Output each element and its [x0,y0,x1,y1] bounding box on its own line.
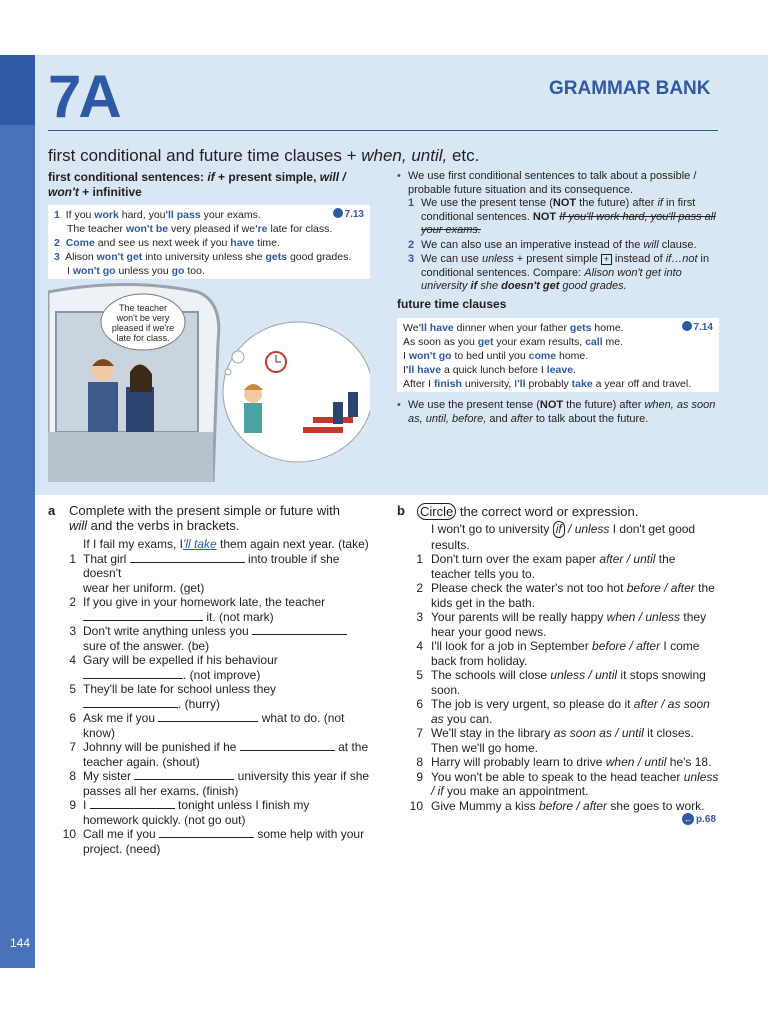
audio-icon [333,208,343,218]
exercise-a-item: 7 Johnny will be punished if he at the teacher again. (shout) [69,740,369,769]
answer-blank[interactable] [159,837,254,838]
back-reference-link[interactable]: ← p.68 [683,814,717,825]
rule-item: 2 We can also use an imperative instead of the will clause. [408,238,697,251]
exercise-a-item: 5 They'll be late for school unless they . (hurry) [69,682,277,711]
exercise-b-item: 1 Don't turn over the exam paper after / until the teacher tells you to. [416,552,676,581]
answer-blank[interactable] [130,562,245,563]
example-line: I'll have a quick lunch before I leave. [403,364,576,376]
exercise-b-list [397,521,722,813]
exercise-a-item: 8 My sister university this year if she passes all her exams. (finish) [69,769,370,798]
exercise-b-item: 8 Harry will probably learn to drive when / until he's 18. [416,755,712,769]
exercise-b-instructions: b Circle the correct word or expression. [397,503,639,519]
example-line: 2 Come and see us next week if you have time. [54,237,280,249]
exercise-a-item: 6 Ask me if you what to do. (not know) [69,711,345,740]
exercise-a-item: 2 If you give in your homework late, the teacher it. (not mark) [69,595,326,624]
word-choice[interactable]: before / after [626,581,695,595]
example-line: 1 If you work hard, you'll pass your exams. [54,209,261,221]
exercise-b-example: I won't go to university if / unless I don't get good results. [431,522,696,552]
answer-blank[interactable] [252,634,347,635]
answer-blank[interactable] [83,678,183,679]
word-choice[interactable]: as [431,711,444,726]
exercise-b-item: 10 Give Mummy a kiss before / after she goes to work. [409,798,705,813]
example-line: I won't go unless you go too. [67,265,205,277]
rule-bullet: • We use first conditional sentences to talk about a possible / probable future situation and its consequence. [397,170,697,196]
sidebar-accent [0,55,35,125]
word-choice[interactable]: after / until [599,552,656,566]
answer-blank[interactable] [240,750,335,751]
exercise-a-item: 10 Call me if you some help with your project. (need) [62,827,365,856]
example-line: I won't go to bed until you come home. [403,350,589,362]
example-line: We'll have dinner when your father gets home. [403,322,624,334]
audio-icon [682,321,692,331]
illustration [48,282,370,482]
example-line: 3 Alison won't get into university unless she gets good grades. [54,251,352,263]
word-choice[interactable]: when / unless [606,610,681,624]
exercise-a-item: 4 Gary will be expelled if his behaviour . (not improve) [69,653,278,682]
word-choice[interactable]: when / until [605,755,667,769]
header-rule [48,130,718,131]
word-choice[interactable]: before / after [539,798,608,813]
exercise-a-item: 1 That girl into trouble if she doesn't wear her uniform. (get) [69,551,340,595]
audio-714[interactable]: 7.14 [682,321,713,335]
exercise-b-item: 4 I'll look for a job in September before / after I come back from holiday. [416,639,700,668]
answer-blank[interactable] [134,779,234,780]
exercise-b-item: 3 Your parents will be really happy when / unless they hear your good news. [416,610,707,639]
future-time-clauses-heading: future time clauses [397,297,507,311]
word-choice[interactable]: unless [683,769,719,784]
answer-blank[interactable] [83,620,203,621]
exercise-a-example: If I fail my exams, I'll take them again next year. (take) [83,537,369,551]
audio-713[interactable]: 7.13 [333,208,364,222]
arrow-left-icon: ← [683,814,693,824]
rules-list [397,170,719,294]
exercise-a-instructions: a Complete with the present simple or future with will and the verbs in brackets. [48,503,340,533]
exercise-b-item: 6 The job is very urgent, so please do it after / as soon as you can. [416,697,710,726]
exercise-b-item: 5 The schools will close unless / until it stops snowing soon. [416,668,706,697]
exercise-b-item: 9 You won't be able to speak to the head teacher unless / if you make an appointment. [416,769,719,798]
exercise-a-item: 3 Don't write anything unless you sure of the answer. (be) [48,624,378,653]
answer-blank[interactable] [158,721,258,722]
word-choice[interactable]: after / as soon [633,697,710,711]
rule-bullet-future: • We use the present tense (NOT the future) after when, as soon as, until, before, and after to talk about the future. [397,399,716,425]
unit-number: 7A [48,63,119,130]
answer-blank[interactable] [83,707,178,708]
rule-item: 3 We can use unless + present simple + instead of if…not in conditional sentences. Compare: Alison won't get into university if she doesn't get good grades. [408,253,710,292]
rule-item: 1 We use the present tense (NOT the future) after if in first conditional sentences. NOT If you'll work hard, you'll pass all your exams. [408,197,716,236]
word-choice[interactable]: / if [431,784,444,798]
page-number: 144 [10,936,31,950]
example-line: The teacher won't be very pleased if we're late for class. [67,223,333,235]
page-sidebar [0,55,35,968]
first-conditional-heading: first conditional sentences: if + present simple, will / won't + infinitive [48,170,346,199]
example-line: After I finish university, I'll probably take a year off and travel. [403,378,692,390]
plus-box-icon: + [601,254,612,265]
grammar-bank-title: GRAMMAR BANK [549,78,711,99]
exercise-b-item: 2 Please check the water's not too hot before / after the kids get in the bath. [416,581,715,610]
exercise-a-item: 9 I tonight unless I finish my homework quickly. (not go out) [69,798,310,827]
answer-blank[interactable] [90,808,175,809]
examples-box-714 [397,318,719,392]
page-title: first conditional and future time clauses + when, until, etc. [48,146,480,165]
circle-word: Circle [417,503,456,520]
exercise-b-item: 7 We'll stay in the library as soon as / until it closes. Then we'll go home. [416,726,694,755]
word-choice[interactable]: unless / until [550,668,618,682]
examples-box-713 [48,205,370,279]
speech-bubble-text: The teacher won't be very pleased if we're late for class. [111,303,175,343]
word-choice[interactable]: before / after [592,639,661,653]
exercise-a-list [48,537,378,856]
example-line: As soon as you get your exam results, call me. [403,336,624,348]
word-choice[interactable]: as soon as / until [553,726,644,740]
